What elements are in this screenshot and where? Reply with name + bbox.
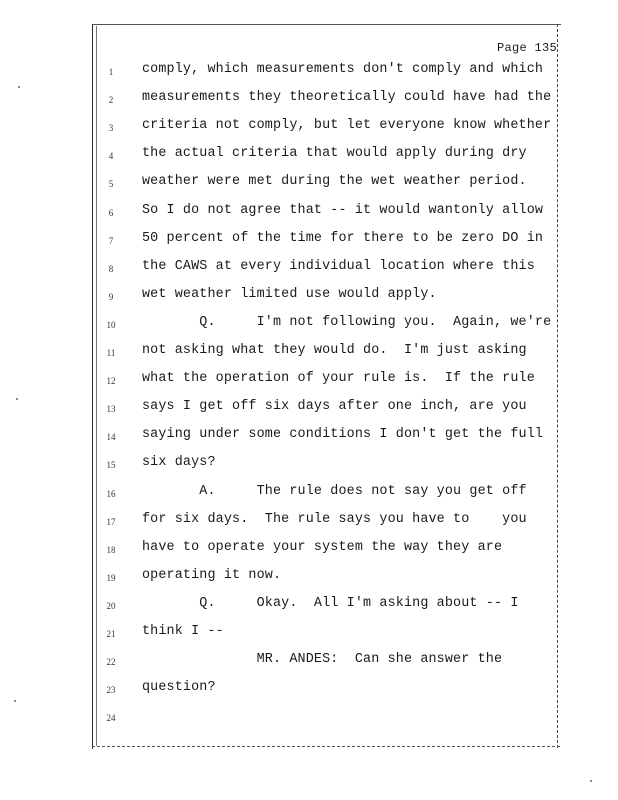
transcript-line xyxy=(100,231,555,253)
line-text: comply, which measurements don't comply and which xyxy=(142,62,544,77)
scan-speck xyxy=(14,700,16,702)
line-text: six days? xyxy=(142,455,216,471)
line-text: So I do not agree that -- it would wantonly allow xyxy=(142,202,544,218)
line-number: 9 xyxy=(108,291,114,302)
transcript-line xyxy=(100,427,555,449)
transcript-line xyxy=(100,315,555,337)
line-number: 1 xyxy=(108,67,114,77)
transcript-line xyxy=(100,596,555,618)
transcript-line xyxy=(100,512,555,534)
line-number: 6 xyxy=(108,207,114,218)
line-text: for six days. The rule says you have to you xyxy=(142,511,527,527)
line-text: saying under some conditions I don't get the full xyxy=(142,427,544,443)
transcript-line xyxy=(100,652,555,674)
transcript-line xyxy=(100,568,555,590)
line-text: weather were met during the wet weather period. xyxy=(142,174,527,190)
line-number: 15 xyxy=(106,460,116,471)
line-number: 4 xyxy=(108,151,114,162)
line-number: 7 xyxy=(108,235,114,246)
line-number: 14 xyxy=(106,432,116,443)
line-number: 17 xyxy=(106,516,116,527)
line-number: 13 xyxy=(106,404,116,415)
line-number: 23 xyxy=(106,685,116,696)
transcript-line xyxy=(100,484,555,506)
transcript-line xyxy=(100,455,555,477)
line-text: Q. I'm not following you. Again, we're xyxy=(142,314,552,330)
line-number: 11 xyxy=(106,348,116,358)
line-number: 16 xyxy=(106,488,116,499)
line-number: 3 xyxy=(108,123,114,134)
line-text: MR. ANDES: Can she answer the xyxy=(142,652,503,668)
line-number: 2 xyxy=(108,95,114,106)
transcript-line xyxy=(100,708,555,730)
line-text: question? xyxy=(142,680,216,696)
transcript-line xyxy=(100,540,555,562)
line-text: have to operate your system the way they are xyxy=(142,539,503,555)
line-text: criteria not comply, but let everyone know whether xyxy=(142,118,552,134)
line-number: 20 xyxy=(106,600,116,611)
page-number: Page 135 xyxy=(497,41,558,55)
line-number: 5 xyxy=(108,179,114,190)
line-text: wet weather limited use would apply. xyxy=(142,286,437,302)
margin-rule xyxy=(96,26,97,746)
line-text: A. The rule does not say you get off xyxy=(142,483,527,499)
transcript-line xyxy=(100,624,555,646)
line-text: says I get off six days after one inch, are you xyxy=(142,399,527,415)
transcript-line xyxy=(100,90,555,112)
line-text: think I -- xyxy=(142,624,224,639)
transcript-line xyxy=(100,146,555,168)
transcript-line xyxy=(100,399,555,421)
transcript-line xyxy=(100,118,555,140)
transcript-line xyxy=(100,371,555,393)
line-text: Q. Okay. All I'm asking about -- I xyxy=(142,595,519,611)
transcript-line xyxy=(100,680,555,702)
line-number: 22 xyxy=(106,657,116,668)
line-text: the actual criteria that would apply during dry xyxy=(142,146,527,162)
line-text: not asking what they would do. I'm just asking xyxy=(142,343,527,358)
line-number: 21 xyxy=(106,629,116,639)
line-number: 24 xyxy=(106,713,116,724)
transcript-line xyxy=(100,287,555,309)
line-number: 8 xyxy=(108,263,114,274)
bottom-rule xyxy=(92,746,560,747)
line-text: 50 percent of the time for there to be zero DO in xyxy=(142,230,544,246)
line-text: what the operation of your rule is. If the rule xyxy=(142,371,535,387)
scan-speck xyxy=(590,780,592,782)
transcript-line xyxy=(100,343,555,365)
transcript-line xyxy=(100,174,555,196)
transcript-line xyxy=(100,62,555,84)
scan-speck xyxy=(18,86,20,88)
scan-speck xyxy=(16,398,18,400)
line-number: 10 xyxy=(106,319,116,330)
line-text: the CAWS at every individual location where this xyxy=(142,258,535,274)
transcript-line xyxy=(100,203,555,225)
line-number: 19 xyxy=(106,572,116,583)
line-text: measurements they theoretically could have had the xyxy=(142,90,552,106)
transcript-line xyxy=(100,259,555,281)
line-number: 18 xyxy=(106,544,116,555)
line-text: operating it now. xyxy=(142,567,282,583)
right-margin-rule xyxy=(557,24,558,748)
line-number: 12 xyxy=(106,376,116,387)
